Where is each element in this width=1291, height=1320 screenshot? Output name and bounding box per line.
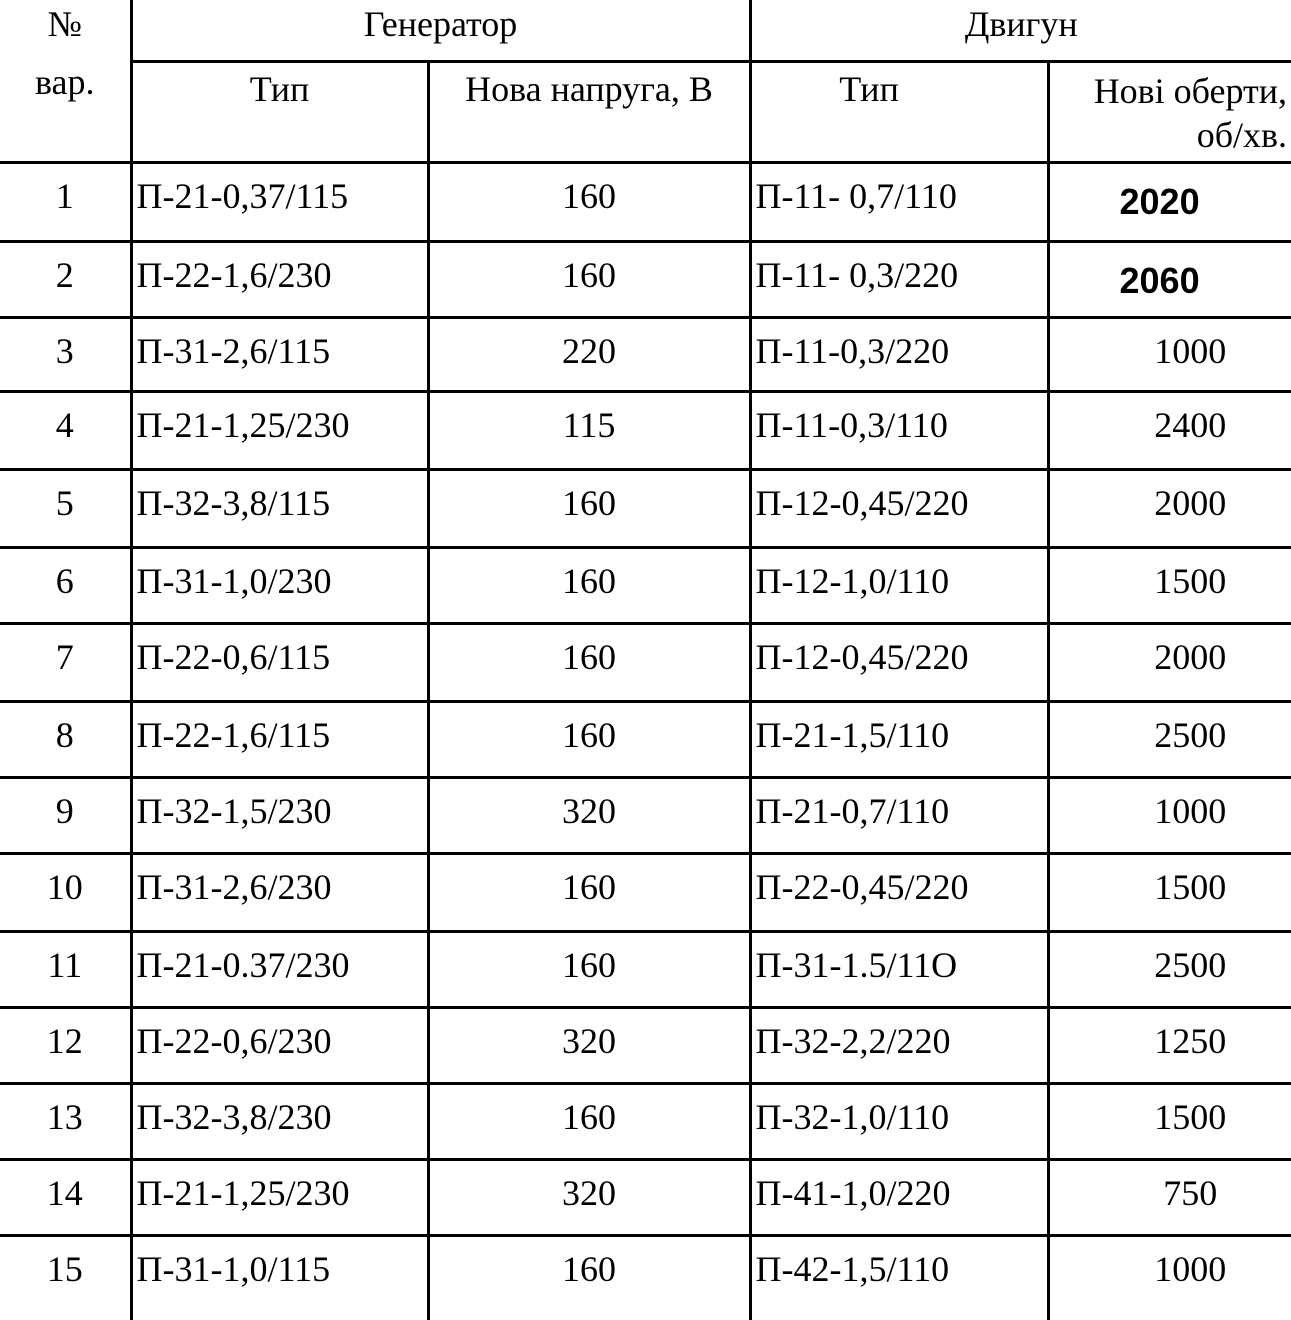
new-rpm-cell: 1500 <box>1048 854 1291 932</box>
new-rpm-cell: 2000 <box>1048 624 1291 702</box>
table-row <box>0 1236 1291 1320</box>
new-voltage-cell: 160 <box>428 854 750 932</box>
table-row <box>0 470 1291 548</box>
table-row <box>0 1084 1291 1160</box>
new-voltage-cell: 160 <box>428 470 750 548</box>
table-row <box>0 1160 1291 1236</box>
table-row <box>0 932 1291 1008</box>
new-rpm-cell: 1250 <box>1048 1008 1291 1084</box>
new-voltage-cell: 160 <box>428 163 750 242</box>
generator-type-cell: П-31-2,6/115 <box>131 318 428 392</box>
variant-number-cell: 1 <box>0 163 131 242</box>
variant-number-cell: 10 <box>0 854 131 932</box>
new-voltage-cell: 115 <box>428 392 750 470</box>
generator-type-cell: П-21-1,25/230 <box>131 392 428 470</box>
header-row-groups <box>0 0 1291 62</box>
generator-type-cell: П-31-1,0/115 <box>131 1236 428 1320</box>
new-rpm-cell: 2000 <box>1048 470 1291 548</box>
motor-type-cell: П-31-1.5/11О <box>750 932 1048 1008</box>
variant-number-cell: 7 <box>0 624 131 702</box>
new-rpm-cell: 2020 <box>1048 163 1291 242</box>
generator-type-cell: П-22-0,6/115 <box>131 624 428 702</box>
new-rpm-cell: 1500 <box>1048 548 1291 624</box>
generator-type-cell: П-22-1,6/115 <box>131 702 428 778</box>
generator-type-cell: П-32-3,8/115 <box>131 470 428 548</box>
header-var-label: вар. <box>34 62 95 102</box>
header-motor-type: Тип <box>750 62 1048 163</box>
header-num-symbol: № <box>47 4 82 44</box>
new-voltage-cell: 320 <box>428 1008 750 1084</box>
new-voltage-cell: 160 <box>428 624 750 702</box>
header-generator: Генератор <box>131 0 750 62</box>
new-voltage-cell: 320 <box>428 1160 750 1236</box>
motor-type-cell: П-11- 0,7/110 <box>750 163 1048 242</box>
table-row <box>0 548 1291 624</box>
table-row <box>0 702 1291 778</box>
header-variant-number <box>0 0 131 163</box>
variant-number-cell: 4 <box>0 392 131 470</box>
header-generator-type: Тип <box>131 62 428 163</box>
generator-type-cell: П-22-1,6/230 <box>131 242 428 318</box>
header-new-rpm: Нові оберти, об/хв. <box>1048 62 1291 163</box>
motor-type-cell: П-12-0,45/220 <box>750 624 1048 702</box>
motor-type-cell: П-22-0,45/220 <box>750 854 1048 932</box>
table-row <box>0 854 1291 932</box>
generator-type-cell: П-31-2,6/230 <box>131 854 428 932</box>
new-voltage-cell: 160 <box>428 548 750 624</box>
new-rpm-cell: 2060 <box>1048 242 1291 318</box>
table-row <box>0 624 1291 702</box>
new-rpm-cell: 1000 <box>1048 1236 1291 1320</box>
new-rpm-cell: 1000 <box>1048 778 1291 854</box>
variant-number-cell: 14 <box>0 1160 131 1236</box>
header-new-voltage: Нова напруга, В <box>428 62 750 163</box>
motor-type-cell: П-11-0,3/220 <box>750 318 1048 392</box>
motor-type-cell: П-32-1,0/110 <box>750 1084 1048 1160</box>
table-row <box>0 392 1291 470</box>
motor-type-cell: П-12-0,45/220 <box>750 470 1048 548</box>
motor-type-cell: П-42-1,5/110 <box>750 1236 1048 1320</box>
generator-type-cell: П-21-1,25/230 <box>131 1160 428 1236</box>
header-motor: Двигун <box>750 0 1291 62</box>
new-rpm-cell: 2500 <box>1048 932 1291 1008</box>
variant-number-cell: 15 <box>0 1236 131 1320</box>
new-rpm-cell: 2500 <box>1048 702 1291 778</box>
new-rpm-cell: 1000 <box>1048 318 1291 392</box>
generator-type-cell: П-32-1,5/230 <box>131 778 428 854</box>
generator-type-cell: П-31-1,0/230 <box>131 548 428 624</box>
generator-type-cell: П-21-0,37/115 <box>131 163 428 242</box>
new-voltage-cell: 160 <box>428 702 750 778</box>
table-row <box>0 163 1291 242</box>
new-voltage-cell: 160 <box>428 1236 750 1320</box>
table-row <box>0 318 1291 392</box>
variant-number-cell: 9 <box>0 778 131 854</box>
new-rpm-cell: 750 <box>1048 1160 1291 1236</box>
motor-type-cell: П-11-0,3/110 <box>750 392 1048 470</box>
table-row <box>0 778 1291 854</box>
header-row-sub <box>0 62 1291 163</box>
new-voltage-cell: 160 <box>428 932 750 1008</box>
variant-number-cell: 5 <box>0 470 131 548</box>
new-voltage-cell: 320 <box>428 778 750 854</box>
variant-number-cell: 13 <box>0 1084 131 1160</box>
variant-number-cell: 6 <box>0 548 131 624</box>
motor-type-cell: П-11- 0,3/220 <box>750 242 1048 318</box>
generator-type-cell: П-22-0,6/230 <box>131 1008 428 1084</box>
generator-type-cell: П-21-0.37/230 <box>131 932 428 1008</box>
new-voltage-cell: 220 <box>428 318 750 392</box>
variant-number-cell: 3 <box>0 318 131 392</box>
variant-number-cell: 2 <box>0 242 131 318</box>
table-row <box>0 1008 1291 1084</box>
new-voltage-cell: 160 <box>428 1084 750 1160</box>
new-rpm-cell: 2400 <box>1048 392 1291 470</box>
motor-type-cell: П-12-1,0/110 <box>750 548 1048 624</box>
variant-number-cell: 8 <box>0 702 131 778</box>
motor-type-cell: П-32-2,2/220 <box>750 1008 1048 1084</box>
generator-type-cell: П-32-3,8/230 <box>131 1084 428 1160</box>
motor-type-cell: П-21-1,5/110 <box>750 702 1048 778</box>
table-row <box>0 242 1291 318</box>
motor-type-cell: П-41-1,0/220 <box>750 1160 1048 1236</box>
variant-number-cell: 12 <box>0 1008 131 1084</box>
new-voltage-cell: 160 <box>428 242 750 318</box>
new-rpm-cell: 1500 <box>1048 1084 1291 1160</box>
variant-number-cell: 11 <box>0 932 131 1008</box>
motor-type-cell: П-21-0,7/110 <box>750 778 1048 854</box>
